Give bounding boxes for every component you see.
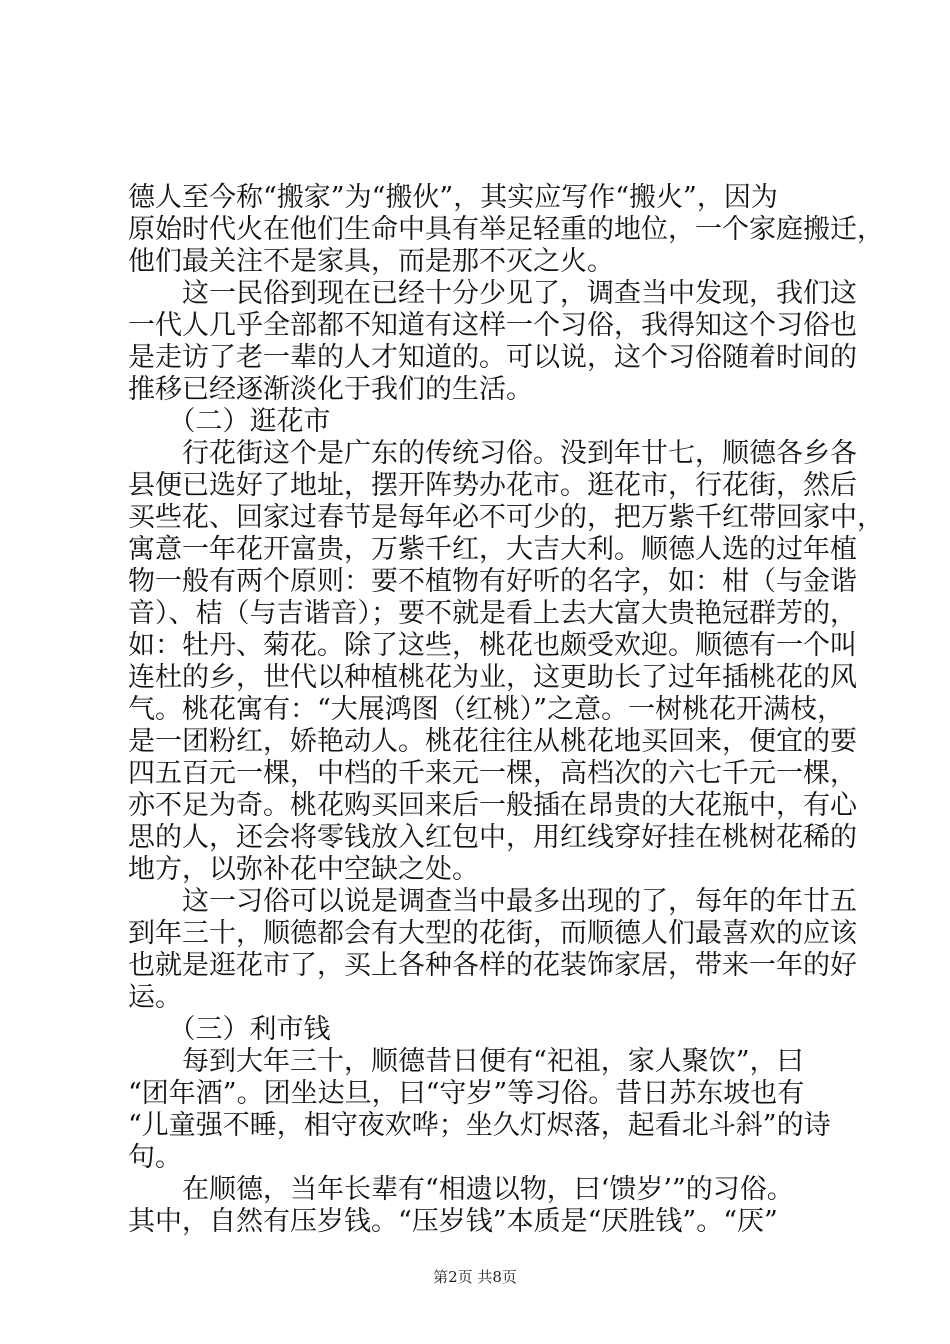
text-line: 德人至今称“搬家”为“搬伙”，其实应写作“搬火”，因为 [128,182,778,213]
text-line: 地方，以弥补花中空缺之处。 [128,854,479,885]
text-line: 每到大年三十，顺德昔日便有“祀祖，家人聚饮”，曰 [128,1046,804,1077]
text-line: 思的人，还会将零钱放入红包中，用红线穿好挂在桃树花稀的 [128,822,857,853]
text-line: 寓意一年花开富贵，万紫千红，大吉大利。顺德人选的过年植 [128,534,857,565]
text-line: 亦不足为奇。桃花购买回来后一般插在昂贵的大花瓶中，有心 [128,790,857,821]
text-line: 县便已选好了地址，摆开阵势办花市。逛花市，行花街，然后 [128,470,857,501]
text-line: 原始时代火在他们生命中具有举足轻重的地位，一个家庭搬迁， [128,214,884,245]
text-line: “团年酒”。团坐达旦，曰“守岁”等习俗。昔日苏东坡也有 [128,1078,805,1109]
text-line: 是走访了老一辈的人才知道的。可以说，这个习俗随着时间的 [128,342,857,373]
text-line: 句。 [128,1142,182,1173]
section-heading: （三）利市钱 [128,1014,331,1045]
text-line: 气。桃花寓有：“大展鸿图（红桃）”之意。一树桃花开满枝， [128,694,845,725]
text-line: 运。 [128,982,182,1013]
text-line: 如：牡丹、菊花。除了这些，桃花也颇受欢迎。顺德有一个叫 [128,630,857,661]
text-line: 连杜的乡，世代以种植桃花为业，这更助长了过年插桃花的风 [128,662,857,693]
page-number-footer: 第2页 共8页 [433,1268,517,1286]
text-line: 四五百元一棵，中档的千来元一棵，高档次的六七千元一棵， [128,758,857,789]
text-line: 这一习俗可以说是调查当中最多出现的了，每年的年廿五 [128,886,857,917]
text-line: 一代人几乎全部都不知道有这样一个习俗，我得知这个习俗也 [128,310,857,341]
text-line: “儿童强不睡，相守夜欢哗；坐久灯烬落，起看北斗斜”的诗 [128,1110,831,1141]
text-line: 推移已经逐渐淡化于我们的生活。 [128,374,533,405]
section-heading: （二）逛花市 [128,406,331,437]
text-line: 音）、桔（与吉谐音）；要不就是看上去大富大贵艳冠群芳的， [128,598,857,629]
text-line: 也就是逛花市了，买上各种各样的花装饰家居，带来一年的好 [128,950,857,981]
text-line: 他们最关注不是家具，而是那不灭之火。 [128,246,614,277]
text-line: 物一般有两个原则：要不植物有好听的名字，如：柑（与金谐 [128,566,857,597]
text-line: 这一民俗到现在已经十分少见了，调查当中发现，我们这 [128,278,857,309]
text-line: 到年三十，顺德都会有大型的花街，而顺德人们最喜欢的应该 [128,918,857,949]
text-line: 其中，自然有压岁钱。“压岁钱”本质是“厌胜钱”。“厌” [128,1206,778,1237]
text-line: 买些花、回家过春节是每年必不可少的，把万紫千红带回家中， [128,502,884,533]
text-line: 在顺德，当年长辈有“相遗以物，曰‘馈岁’”的习俗。 [128,1174,794,1205]
text-line: 是一团粉红，娇艳动人。桃花往往从桃花地买回来，便宜的要 [128,726,857,757]
text-line: 行花街这个是广东的传统习俗。没到年廿七，顺德各乡各 [128,438,857,469]
